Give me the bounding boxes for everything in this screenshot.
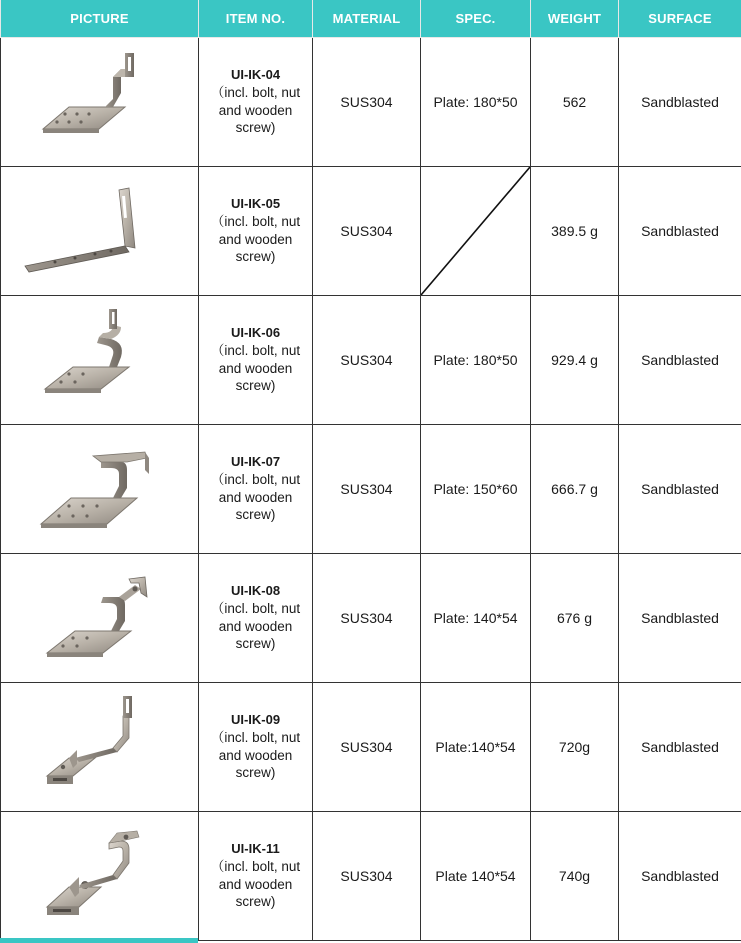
item-code: UI-IK-08 [230, 583, 281, 599]
item-note: （incl. bolt, nut and wooden screw) [210, 859, 301, 910]
surface-cell: Sandblasted [619, 38, 741, 167]
table-row [1, 296, 741, 425]
item-code: UI-IK-07 [230, 454, 281, 470]
table-row [1, 38, 741, 167]
roof-hook-bracket-icon [25, 821, 175, 931]
material-cell: SUS304 [313, 425, 421, 554]
table-row [1, 554, 741, 683]
item-code: UI-IK-09 [230, 712, 281, 728]
spec-cell: Plate: 180*50 [421, 38, 531, 167]
weight-cell: 389.5 g [531, 167, 619, 296]
item-note: （incl. bolt, nut and wooden screw) [210, 85, 301, 136]
header-material: MATERIAL [313, 0, 421, 38]
material-cell: SUS304 [313, 167, 421, 296]
roof-hook-wide-icon [25, 434, 175, 544]
empty-cell-diagonal-line [421, 167, 530, 295]
spec-cell: Plate: 140*54 [421, 554, 531, 683]
picture-cell [1, 167, 199, 296]
header-surface: SURFACE [619, 0, 741, 38]
table-header-row [1, 0, 741, 38]
surface-cell: Sandblasted [619, 812, 741, 941]
bottom-accent-bar [0, 938, 198, 943]
item-code: UI-IK-06 [230, 325, 281, 341]
header-spec: SPEC. [421, 0, 531, 38]
weight-cell: 666.7 g [531, 425, 619, 554]
material-cell: SUS304 [313, 296, 421, 425]
spec-cell: Plate 140*54 [421, 812, 531, 941]
item-note: （incl. bolt, nut and wooden screw) [210, 601, 301, 652]
table-row [1, 425, 741, 554]
material-cell: SUS304 [313, 683, 421, 812]
item-no-cell [199, 554, 313, 683]
spec-cell-empty [421, 167, 531, 296]
weight-cell: 676 g [531, 554, 619, 683]
table-row [1, 167, 741, 296]
picture-cell [1, 683, 199, 812]
roof-hook-offset-icon [25, 47, 175, 157]
roof-hook-flat-icon [15, 176, 185, 286]
item-note: （incl. bolt, nut and wooden screw) [210, 730, 301, 781]
material-cell: SUS304 [313, 554, 421, 683]
spec-cell: Plate:140*54 [421, 683, 531, 812]
picture-cell [1, 425, 199, 554]
header-picture: PICTURE [1, 0, 199, 38]
item-no-cell [199, 683, 313, 812]
picture-cell [1, 296, 199, 425]
table-row [1, 812, 741, 941]
roof-hook-curved-icon [25, 305, 175, 415]
surface-cell: Sandblasted [619, 683, 741, 812]
material-cell: SUS304 [313, 38, 421, 167]
item-note: （incl. bolt, nut and wooden screw) [210, 472, 301, 523]
material-cell: SUS304 [313, 812, 421, 941]
table-row [1, 683, 741, 812]
surface-cell: Sandblasted [619, 167, 741, 296]
item-note: （incl. bolt, nut and wooden screw) [210, 343, 301, 394]
item-code: UI-IK-05 [230, 196, 281, 212]
surface-cell: Sandblasted [619, 554, 741, 683]
surface-cell: Sandblasted [619, 425, 741, 554]
item-no-cell [199, 425, 313, 554]
weight-cell: 720g [531, 683, 619, 812]
spec-cell: Plate: 180*50 [421, 296, 531, 425]
item-no-cell [199, 296, 313, 425]
item-no-cell [199, 812, 313, 941]
roof-hook-slotted-icon [25, 692, 175, 802]
item-note: （incl. bolt, nut and wooden screw) [210, 214, 301, 265]
weight-cell: 562 [531, 38, 619, 167]
item-no-cell [199, 167, 313, 296]
roof-hook-adjustable-icon [25, 563, 175, 673]
item-code: UI-IK-11 [231, 841, 280, 857]
item-code: UI-IK-04 [230, 67, 281, 83]
weight-cell: 929.4 g [531, 296, 619, 425]
picture-cell [1, 554, 199, 683]
spec-cell: Plate: 150*60 [421, 425, 531, 554]
picture-cell [1, 812, 199, 941]
header-weight: WEIGHT [531, 0, 619, 38]
surface-cell: Sandblasted [619, 296, 741, 425]
weight-cell: 740g [531, 812, 619, 941]
header-item-no: ITEM NO. [199, 0, 313, 38]
picture-cell [1, 38, 199, 167]
item-no-cell [199, 38, 313, 167]
